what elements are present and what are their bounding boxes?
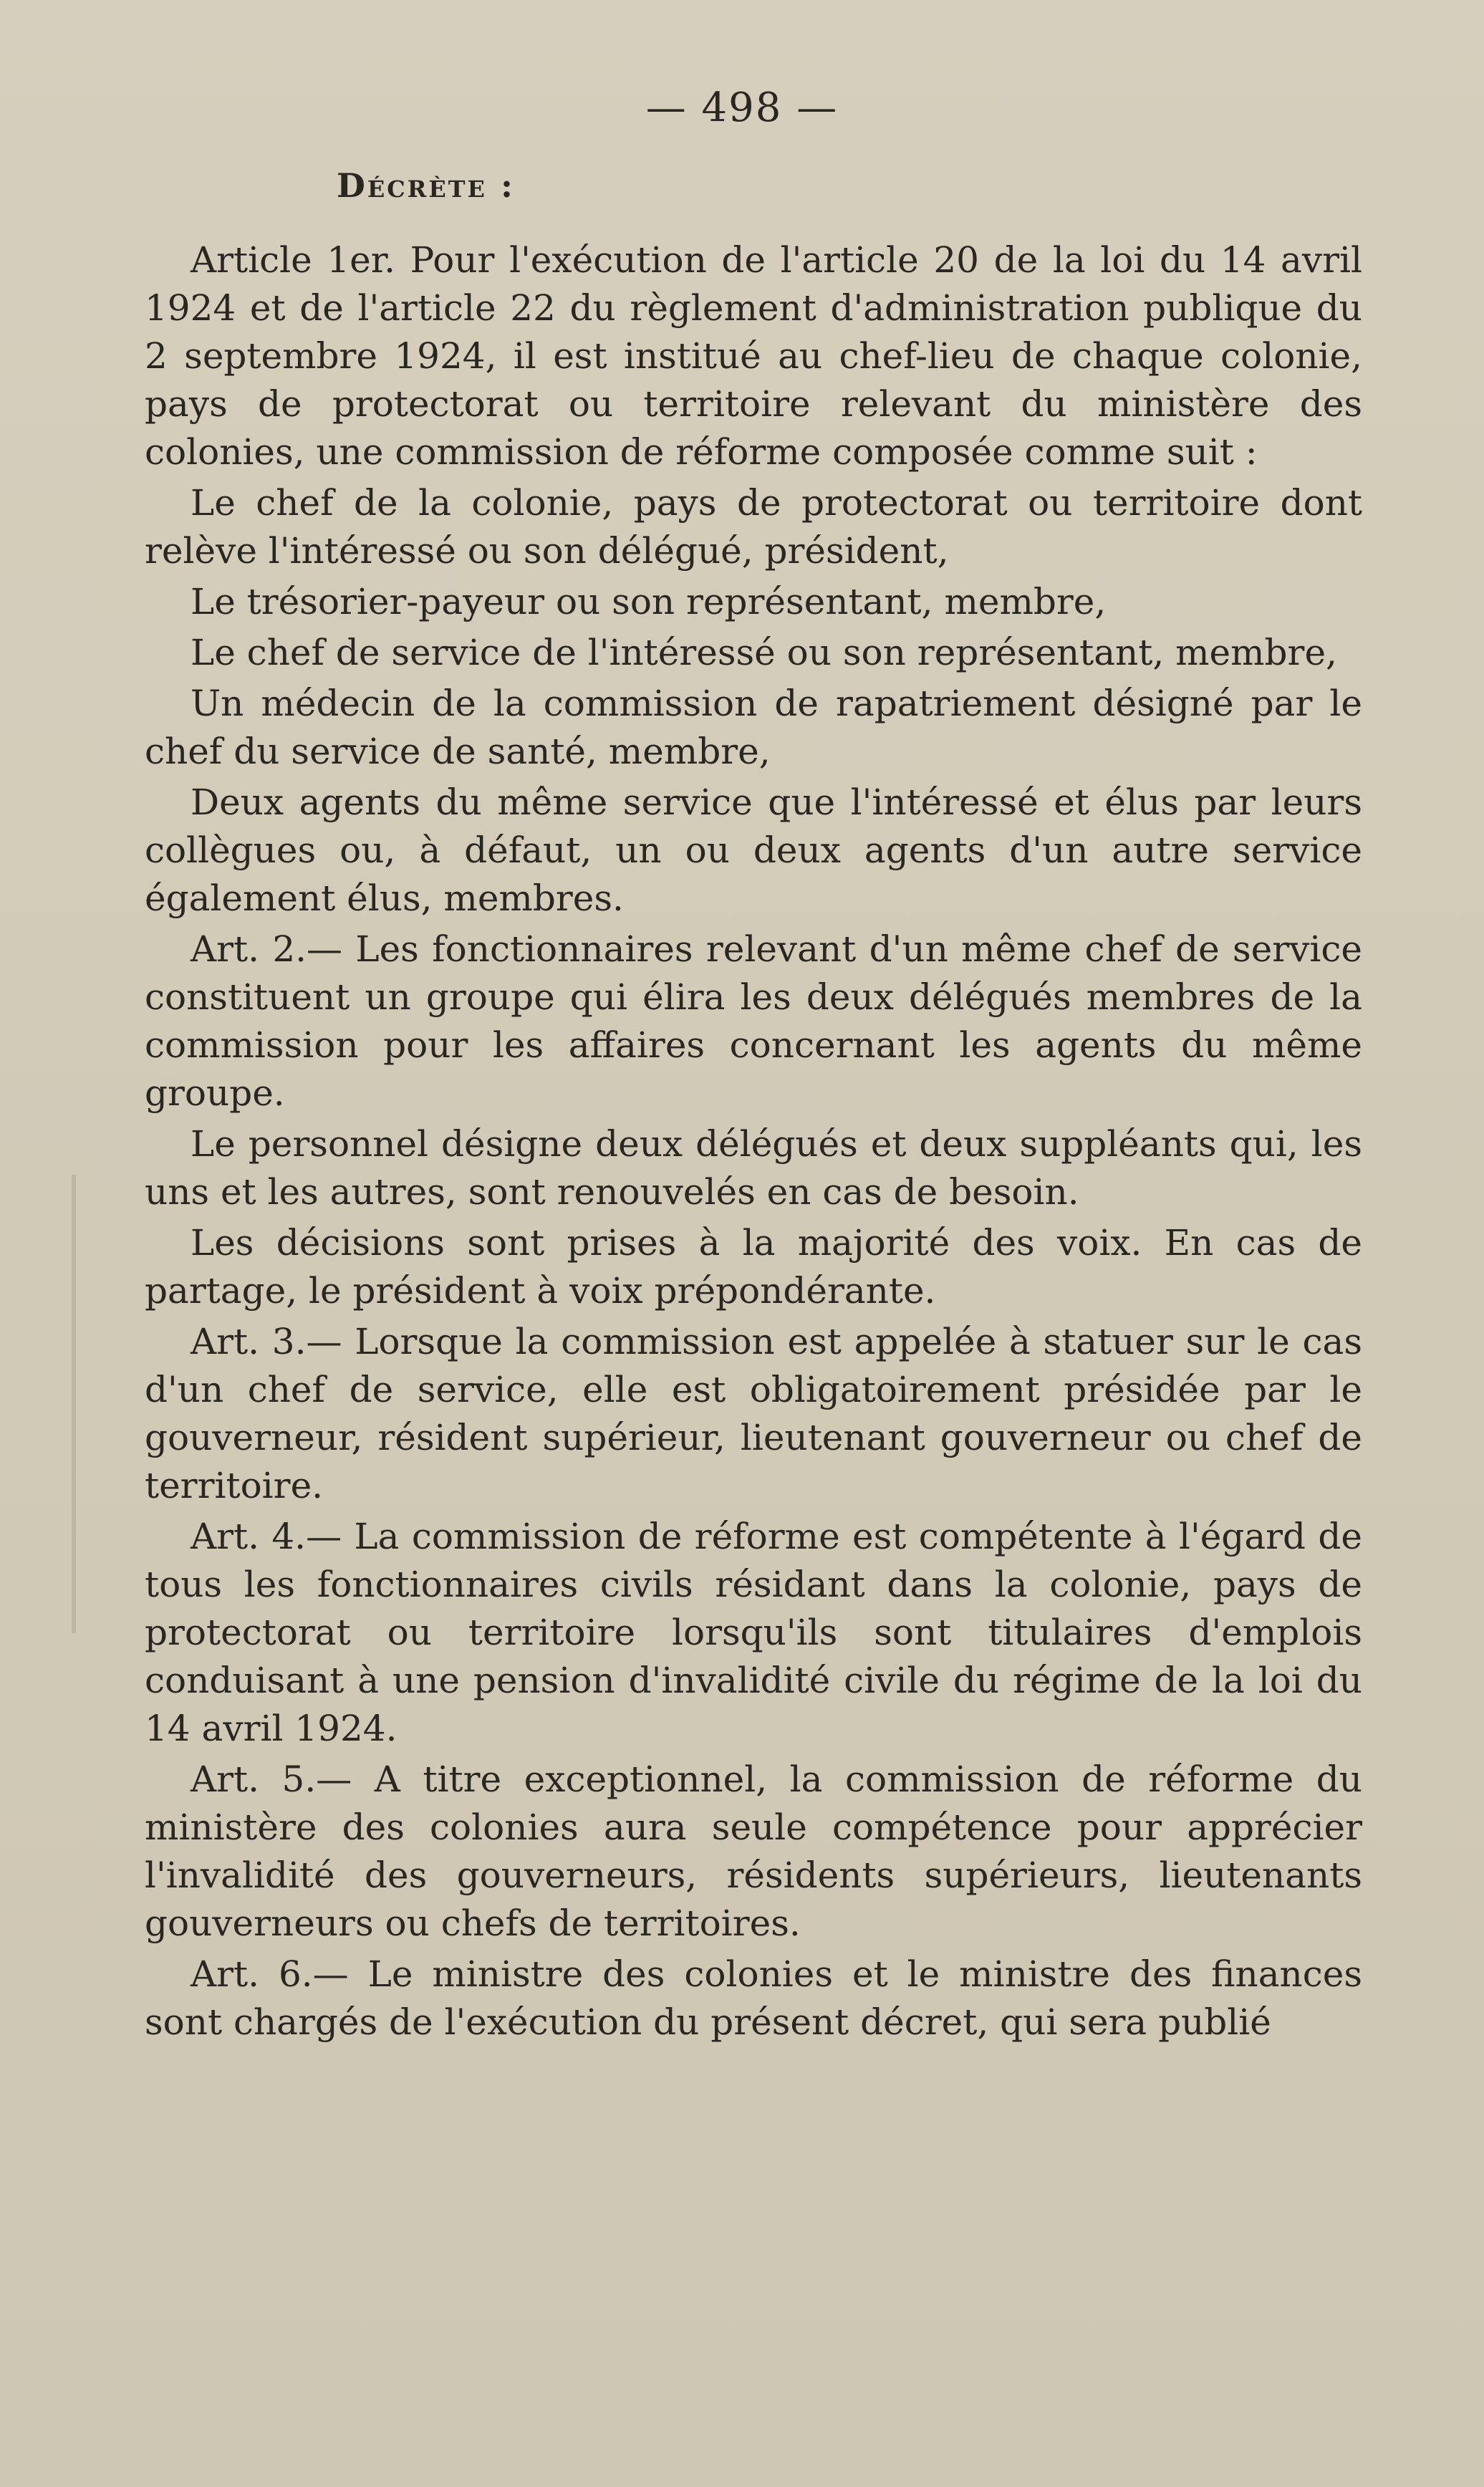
member-doctor: Un médecin de la commission de rapatriement désigné par le chef du service de santé, membre, [145,683,1362,772]
article-4-paragraph: Art. 4.— La commission de réforme est compétente à l'égard de tous les fonctionnaires civils résidant dans la colonie, pays de protectorat ou territoire lorsqu'ils sont titulaires d'emplois conduisant à une pension d'invalidité civile du régime de la loi du 14 avril 1924. [145,1516,1362,1749]
member-treasurer: Le trésorier-payeur ou son représentant, membre, [191,581,1107,622]
article-5-paragraph: Art. 5.— A titre exceptionnel, la commission de réforme du ministère des colonies aura seule compétence pour apprécier l'invalidité des gouverneurs, résidents supérieurs, lieutenants gouverneurs ou chefs de territoires. [145,1759,1362,1944]
decree-body [145,236,1362,2049]
article-2-delegates: Le personnel désigne deux délégués et deux suppléants qui, les uns et les autres, sont renouvelés en cas de besoin. [145,1123,1362,1213]
article-3-paragraph: Art. 3.— Lorsque la commission est appelée à statuer sur le cas d'un chef de service, elle est obligatoirement présidée par le gouverneur, résident supérieur, lieutenant gouverneur ou chef de territoire. [145,1321,1362,1506]
article-1-paragraph: Article 1er. Pour l'exécution de l'article 20 de la loi du 14 avril 1924 et de l'article 22 du règlement d'administration publique du 2 septembre 1924, il est institué au chef-lieu de chaque colonie, pays de protectorat ou territoire relevant du ministère des colonies, une commission de réforme composée comme suit : [145,239,1362,473]
member-president: Le chef de la colonie, pays de protectorat ou territoire dont relève l'intéressé ou son délégué, président, [145,482,1362,572]
member-service-chief: Le chef de service de l'intéressé ou son représentant, membre, [191,632,1337,673]
member-agents: Deux agents du même service que l'intéressé et élus par leurs collègues ou, à défaut, un ou deux agents d'un autre service également élus, membres. [145,781,1362,919]
page-number: — 498 — [645,85,839,131]
margin-rule [72,1175,76,1633]
decree-heading: Décrète : [337,166,515,205]
article-2-decisions: Les décisions sont prises à la majorité des voix. En cas de partage, le président à voix prépondérante. [145,1222,1362,1312]
article-2-paragraph: Art. 2.— Les fonctionnaires relevant d'un même chef de service constituent un groupe qui élira les deux délégués membres de la commission pour les affaires concernant les agents du même groupe. [145,928,1362,1114]
article-6-paragraph: Art. 6.— Le ministre des colonies et le ministre des finances sont chargés de l'exécution du présent décret, qui sera publié [145,1953,1362,2043]
